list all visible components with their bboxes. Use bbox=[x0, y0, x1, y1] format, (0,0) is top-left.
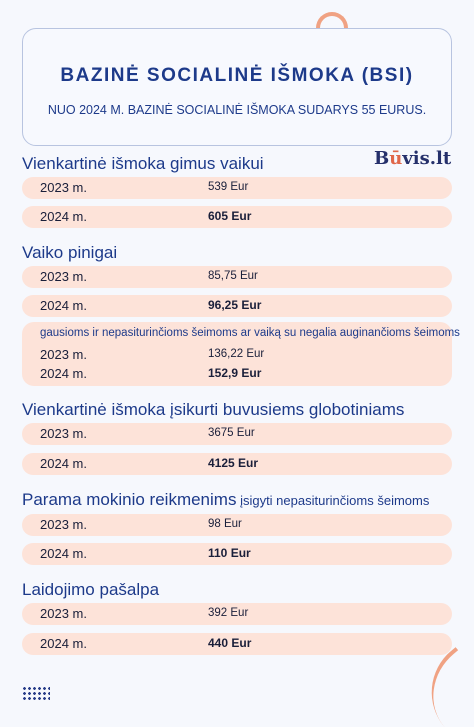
row-value: 96,25 Eur bbox=[208, 298, 262, 312]
section-title-child-money: Vaiko pinigai bbox=[22, 243, 118, 262]
row-value: 136,22 Eur bbox=[208, 348, 265, 360]
row-year: 2023 m. bbox=[40, 606, 87, 621]
header-card bbox=[22, 28, 452, 146]
section-title-birth: Vienkartinė išmoka gimus vaikui bbox=[22, 154, 264, 173]
row-year: 2024 m. bbox=[40, 546, 87, 561]
large-families-block bbox=[22, 322, 460, 386]
page-title: BAZINĖ SOCIALINĖ IŠMOKA (BSI) bbox=[60, 65, 414, 86]
row-year: 2024 m. bbox=[40, 298, 87, 313]
row-value: 539 Eur bbox=[208, 181, 249, 193]
table-row bbox=[22, 543, 452, 565]
row-year: 2023 m. bbox=[40, 517, 87, 532]
section-title-school-main: Parama mokinio reikmenims bbox=[22, 490, 237, 509]
section-title-funeral: Laidojimo pašalpa bbox=[22, 580, 160, 599]
table-row bbox=[22, 206, 452, 228]
table-row bbox=[22, 603, 452, 625]
brand-logo bbox=[374, 148, 451, 169]
row-year: 2024 m. bbox=[40, 456, 87, 471]
table-row bbox=[22, 514, 452, 536]
row-value: 3675 Eur bbox=[208, 427, 255, 439]
section-title-school-sub: įsigyti nepasiturinčioms šeimoms bbox=[236, 493, 430, 508]
row-year: 2024 m. bbox=[40, 209, 87, 224]
row-year: 2024 m. bbox=[40, 366, 87, 381]
row-value: 4125 Eur bbox=[208, 456, 259, 470]
row-year: 2023 m. bbox=[40, 180, 87, 195]
row-year: 2023 m. bbox=[40, 426, 87, 441]
table-row bbox=[22, 295, 452, 317]
row-value: 85,75 Eur bbox=[208, 270, 258, 282]
table-row bbox=[22, 633, 452, 655]
brand-part2: vis.lt bbox=[402, 148, 452, 169]
row-value: 98 Eur bbox=[208, 518, 242, 530]
decorative-corner-curve bbox=[410, 647, 474, 727]
brand-accent: ū bbox=[389, 148, 403, 169]
decorative-dots-bottom bbox=[22, 686, 50, 702]
row-value: 110 Eur bbox=[208, 546, 251, 560]
row-value: 152,9 Eur bbox=[208, 366, 262, 380]
row-value: 605 Eur bbox=[208, 209, 252, 223]
row-value: 440 Eur bbox=[208, 636, 252, 650]
table-row bbox=[22, 177, 452, 199]
row-year: 2023 m. bbox=[40, 347, 87, 362]
row-year: 2024 m. bbox=[40, 636, 87, 651]
section-title-foster: Vienkartinė išmoka įsikurti buvusiems globotiniams bbox=[22, 400, 405, 419]
brand-part1: B bbox=[374, 148, 390, 169]
table-row bbox=[22, 266, 452, 288]
row-year: 2023 m. bbox=[40, 269, 87, 284]
table-row bbox=[22, 423, 452, 445]
table-row bbox=[22, 453, 452, 475]
large-families-note: gausioms ir nepasiturinčioms šeimoms ar vaiką su negalia auginančioms šeimoms bbox=[40, 327, 460, 339]
page-subtitle: NUO 2024 M. BAZINĖ SOCIALINĖ IŠMOKA SUDARYS 55 EURUS. bbox=[47, 103, 427, 117]
row-value: 392 Eur bbox=[208, 607, 249, 619]
section-title-school bbox=[22, 490, 429, 510]
